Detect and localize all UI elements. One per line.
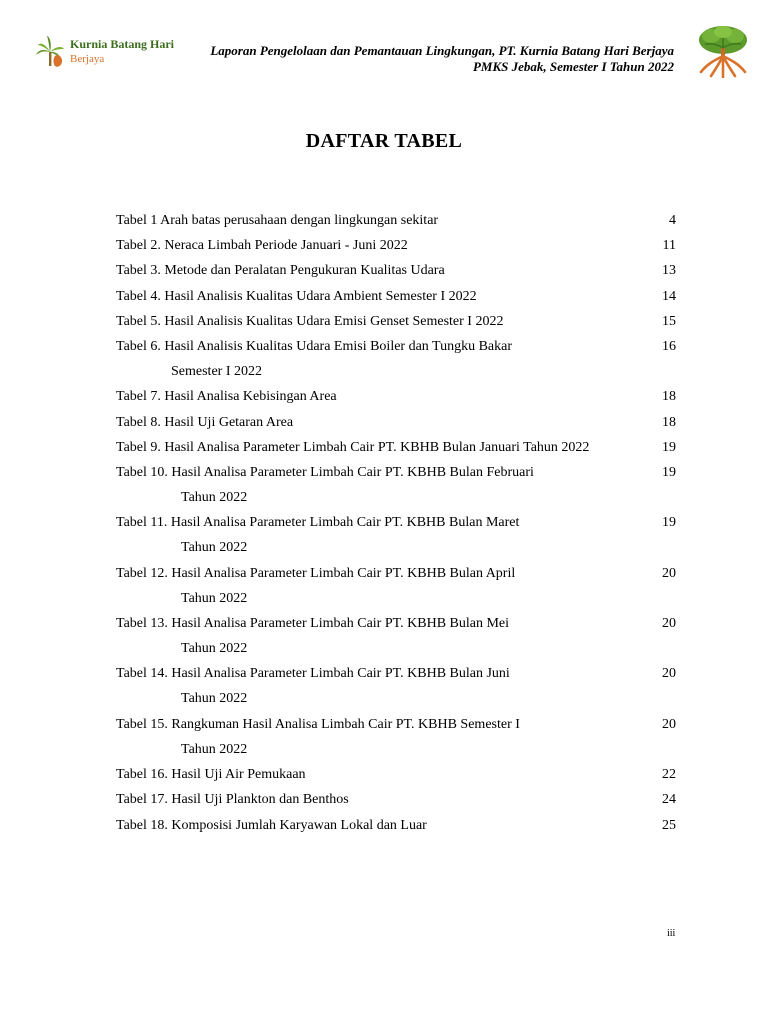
page-number: iii (667, 928, 676, 939)
table-entry-label: Tabel 8. Hasil Uji Getaran Area (116, 414, 294, 430)
table-entry-label: Tabel 6. Hasil Analisis Kualitas Udara Emisi Boiler dan Tungku Bakar (116, 338, 513, 354)
svg-text:Berjaya: Berjaya (70, 53, 105, 65)
table-entry-label: Tabel 11. Hasil Analisa Parameter Limbah Cair PT. KBHB Bulan Maret (116, 515, 520, 531)
table-entry-page-number: 15 (662, 313, 676, 329)
table-entry-page-number: 20 (662, 716, 676, 732)
table-entry[interactable] (116, 766, 676, 791)
table-entry-label: Tabel 9. Hasil Analisa Parameter Limbah Cair PT. KBHB Bulan Januari Tahun 2022 (116, 439, 590, 455)
table-entry-label-continuation: Tahun 2022 (181, 741, 248, 757)
table-entry-label: Tabel 4. Hasil Analisis Kualitas Udara Ambient Semester I 2022 (116, 288, 477, 304)
table-entry[interactable] (116, 439, 676, 464)
table-entry-label-continuation: Tahun 2022 (181, 590, 248, 606)
table-entry[interactable] (116, 313, 676, 338)
svg-text:Kurnia Batang Hari: Kurnia Batang Hari (70, 37, 175, 51)
table-entry[interactable] (116, 338, 676, 388)
table-entry-label: Tabel 5. Hasil Analisis Kualitas Udara Emisi Genset Semester I 2022 (116, 313, 504, 329)
table-entry-page-number: 20 (662, 666, 676, 682)
table-entry-page-number: 19 (662, 515, 676, 531)
table-entry[interactable] (116, 817, 676, 842)
table-entry-label-continuation: Tahun 2022 (181, 540, 248, 556)
table-entry-label: Tabel 16. Hasil Uji Air Pemukaan (116, 767, 306, 783)
table-entry[interactable] (116, 791, 676, 816)
table-entry-label: Tabel 12. Hasil Analisa Parameter Limbah Cair PT. KBHB Bulan April (116, 565, 516, 581)
table-entry[interactable] (116, 414, 676, 439)
table-list (116, 212, 676, 842)
table-entry-page-number: 19 (662, 464, 676, 480)
table-entry-label-continuation: Tahun 2022 (181, 489, 248, 505)
report-header (154, 43, 674, 75)
table-entry-label: Tabel 1 Arah batas perusahaan dengan lingkungan sekitar (116, 213, 439, 228)
page-title: DAFTAR TABEL (305, 130, 463, 152)
table-entry-page-number: 4 (669, 213, 676, 228)
table-entry-page-number: 14 (662, 288, 676, 304)
table-entry-page-number: 18 (662, 389, 676, 405)
table-entry-label: Tabel 18. Komposisi Jumlah Karyawan Lokal dan Luar (116, 817, 427, 833)
table-entry-page-number: 16 (662, 338, 676, 354)
table-entry-label: Tabel 14. Hasil Analisa Parameter Limbah Cair PT. KBHB Bulan Juni (116, 666, 510, 682)
table-entry-label: Tabel 13. Hasil Analisa Parameter Limbah Cair PT. KBHB Bulan Mei (116, 616, 510, 632)
table-entry[interactable] (116, 565, 676, 615)
header-title-line2: PMKS Jebak, Semester I Tahun 2022 (472, 59, 674, 74)
table-entry-page-number: 20 (662, 616, 676, 632)
table-entry[interactable] (116, 212, 676, 237)
table-entry-page-number: 22 (662, 767, 676, 783)
table-entry-label: Tabel 17. Hasil Uji Plankton dan Benthos (116, 792, 349, 808)
table-entry-label-continuation: Tahun 2022 (181, 691, 248, 707)
table-entry[interactable] (116, 262, 676, 287)
table-entry-label: Tabel 2. Neraca Limbah Periode Januari - Juni 2022 (116, 238, 408, 254)
table-entry[interactable] (116, 514, 676, 564)
table-entry[interactable] (116, 615, 676, 665)
table-entry[interactable] (116, 665, 676, 715)
table-entry-page-number: 19 (662, 439, 676, 455)
table-entry-label: Tabel 15. Rangkuman Hasil Analisa Limbah Cair PT. KBHB Semester I (116, 716, 520, 732)
table-entry-page-number: 24 (662, 792, 676, 808)
table-entry-page-number: 25 (662, 817, 676, 833)
tree-icon (693, 24, 753, 78)
table-entry-page-number: 11 (662, 238, 676, 254)
table-entry-label: Tabel 3. Metode dan Peralatan Pengukuran Kualitas Udara (116, 263, 445, 279)
table-entry[interactable] (116, 237, 676, 262)
table-entry[interactable] (116, 716, 676, 766)
table-entry-label-continuation: Semester I 2022 (171, 363, 262, 379)
table-entry[interactable] (116, 288, 676, 313)
table-entry-page-number: 18 (662, 414, 676, 430)
table-entry-page-number: 13 (662, 263, 676, 279)
table-entry[interactable] (116, 388, 676, 413)
table-entry-page-number: 20 (662, 565, 676, 581)
header-title-line1: Laporan Pengelolaan dan Pemantauan Lingkungan, PT. Kurnia Batang Hari Berjaya (210, 43, 674, 58)
table-entry-label-continuation: Tahun 2022 (181, 641, 248, 657)
table-entry[interactable] (116, 464, 676, 514)
table-entry-label: Tabel 10. Hasil Analisa Parameter Limbah Cair PT. KBHB Bulan Februari (116, 464, 534, 480)
tree-logo (693, 24, 753, 78)
table-entry-label: Tabel 7. Hasil Analisa Kebisingan Area (116, 389, 337, 405)
